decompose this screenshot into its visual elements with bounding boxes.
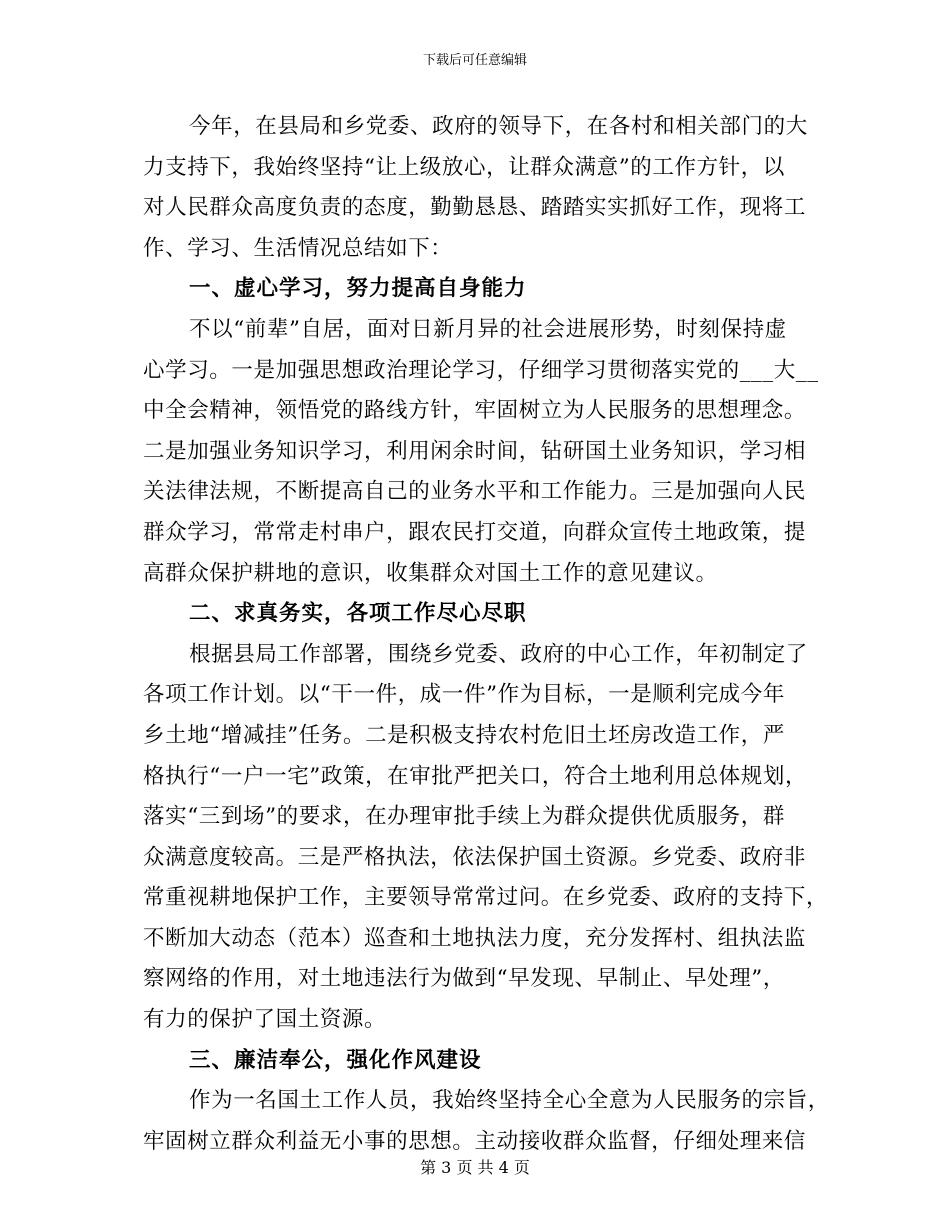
page-header-note: 下载后可任意编辑 — [422, 53, 527, 68]
section-1-line: 关法律法规，不断提高自己的业务水平和工作能力。三是加强向人民 — [143, 479, 807, 505]
paragraph-intro-line: 对人民群众高度负责的态度，勤勤恳恳、踏踏实实抓好工作，现将工 — [143, 195, 807, 221]
page-number: 第 3 页 共 4 页 — [420, 1158, 530, 1177]
section-2-line: 众满意度较高。三是严格执法，依法保护国土资源。乡党委、政府非 — [143, 844, 807, 870]
section-2-line: 不断加大动态（范本）巡查和土地执法力度，充分发挥村、组执法监 — [143, 925, 807, 951]
section-2-line: 常重视耕地保护工作，主要领导常常过问。在乡党委、政府的支持下， — [143, 885, 829, 911]
paragraph-intro-line: 作、学习、生活情况总结如下： — [143, 235, 453, 261]
section-2-line: 落实“三到场”的要求，在办理审批手续上为群众提供优质服务，群 — [143, 804, 785, 830]
document-body — [143, 107, 830, 1162]
section-3-line: 牢固树立群众利益无小事的思想。主动接收群众监督，仔细处理来信 — [143, 1128, 807, 1154]
paragraph-intro-line: 力支持下，我始终坚持“让上级放心，让群众满意”的工作方针，以 — [143, 154, 785, 180]
section-1-line: 高群众保护耕地的意识，收集群众对国土工作的意见建议。 — [143, 560, 718, 586]
section-3-line: 作为一名国土工作人员，我始终坚持全心全意为人民服务的宗旨， — [189, 1088, 830, 1114]
section-1-line: 群众学习，常常走村串户，跟农民打交道，向群众宣传土地政策，提 — [143, 519, 807, 545]
section-1-line: 中全会精神，领悟党的路线方针，牢固树立为人民服务的思想理念。 — [143, 398, 807, 424]
section-1-line: 二是加强业务知识学习，利用闲余时间，钻研国土业务知识，学习相 — [143, 438, 807, 464]
section-heading-1: 一、虚心学习，努力提高自身能力 — [189, 276, 527, 302]
section-2-line: 察网络的作用，对土地违法行为做到“早发现、早制止、早处理”， — [143, 966, 785, 992]
section-heading-3: 三、廉洁奉公，强化作风建设 — [189, 1047, 482, 1073]
section-2-line: 格执行“一户一宅”政策，在审批严把关口，符合土地利用总体规划， — [143, 763, 808, 789]
section-2-line: 乡土地“增减挂”任务。二是积极支持农村危旧土坯房改造工作，严 — [143, 722, 785, 748]
section-2-line: 有力的保护了国土资源。 — [143, 1007, 387, 1033]
paragraph-intro-line: 今年，在县局和乡党委、政府的领导下，在各村和相关部门的大 — [189, 114, 808, 139]
section-1-line: 心学习。一是加强思想政治理论学习，仔细学习贯彻落实党的___大__ — [143, 357, 819, 383]
section-2-line: 根据县局工作部署，围绕乡党委、政府的中心工作，年初制定了 — [189, 641, 808, 667]
section-2-line: 各项工作计划。以“干一件，成一件”作为目标，一是顺利完成今年 — [143, 682, 785, 708]
section-heading-2: 二、求真务实，各项工作尽心尽职 — [189, 601, 527, 627]
section-1-line: 不以“前辈”自居，面对日新月异的社会进展形势，时刻保持虚 — [189, 316, 787, 342]
